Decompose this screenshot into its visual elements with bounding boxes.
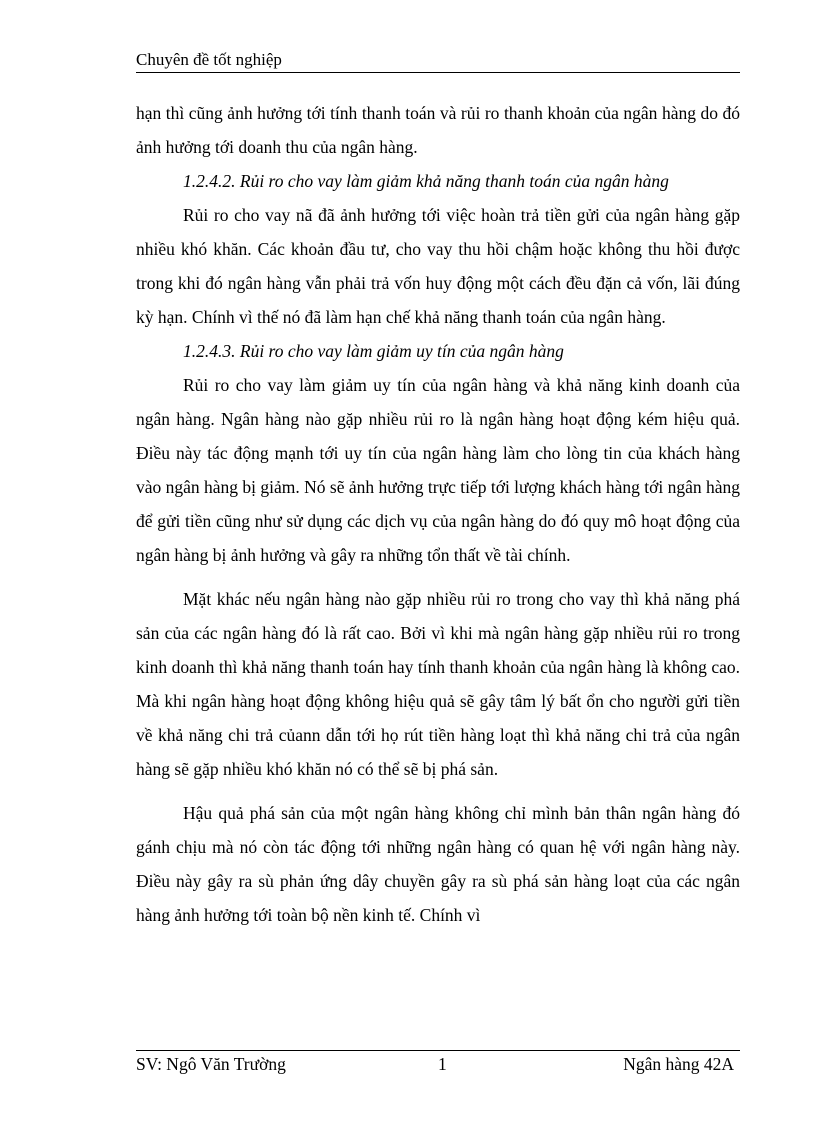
header-title: Chuyên đề tốt nghiệp <box>136 50 282 69</box>
paragraph-bankruptcy-consequences: Hậu quả phá sản của một ngân hàng không chỉ mình bản thân ngân hàng đó gánh chịu mà nó còn tác động tới những ngân hàng có quan hệ với ngân hàng này. Điều này gây ra sù phản ứng dây chuyền gây ra sù phá sản hàng loạt của các ngân hàng ảnh hưởng tới toàn bộ nền kinh tế. Chính vì <box>136 803 740 925</box>
document-body <box>136 96 740 932</box>
page-footer <box>136 1052 740 1076</box>
footer-class-name: Ngân hàng 42A <box>623 1054 734 1074</box>
paragraph-liquidity-risk: Rủi ro cho vay nã đã ảnh hưởng tới việc hoàn trả tiền gửi của ngân hàng gặp nhiều khó khăn. Các khoản đầu tư, cho vay thu hồi chậm hoặc không thu hồi được trong khi đó ngân hàng vẫn phải trả vốn huy động một cách đều đặn cả vốn, lãi đúng kỳ hạn. Chính vì thế nó đã làm hạn chế khả năng thanh toán của ngân hàng. <box>136 205 740 327</box>
paragraph-continuation: hạn thì cũng ảnh hưởng tới tính thanh toán và rủi ro thanh khoản của ngân hàng do đó ảnh hưởng tới doanh thu của ngân hàng. <box>136 103 740 157</box>
paragraph-bankruptcy-risk: Mặt khác nếu ngân hàng nào gặp nhiều rủi ro trong cho vay thì khả năng phá sản của các ngân hàng đó là rất cao. Bởi vì khi mà ngân hàng gặp nhiều rủi ro trong kinh doanh thì khả năng thanh toán hay tính thanh khoản của ngân hàng là không cao. Mà khi ngân hàng hoạt động không hiệu quả sẽ gây tâm lý bất ổn cho người gửi tiền về khả năng chi trả củann dẫn tới họ rút tiền hàng loạt thì khả năng chi trả của ngân hàng sẽ gặp nhiều khó khăn nó có thể sẽ bị phá sản. <box>136 589 740 779</box>
footer-student-name: SV: Ngô Văn Trường <box>136 1054 286 1074</box>
section-heading-1-2-4-2: 1.2.4.2. Rủi ro cho vay làm giảm khả năng thanh toán của ngân hàng <box>183 171 669 191</box>
footer-page-number: 1 <box>438 1054 447 1074</box>
footer-divider <box>136 1050 740 1051</box>
section-heading-1-2-4-3: 1.2.4.3. Rủi ro cho vay làm giảm uy tín của ngân hàng <box>183 341 564 361</box>
page-header <box>136 50 740 73</box>
paragraph-reputation-risk: Rủi ro cho vay làm giảm uy tín của ngân hàng và khả năng kinh doanh của ngân hàng. Ngân hàng nào gặp nhiều rủi ro là ngân hàng hoạt động kém hiệu quả. Điều này tác động mạnh tới uy tín của ngân hàng làm cho lòng tin của khách hàng vào ngân hàng bị giảm. Nó sẽ ảnh hưởng trực tiếp tới lượng khách hàng tới ngân hàng để gửi tiền cũng như sử dụng các dịch vụ của ngân hàng do đó quy mô hoạt động của ngân hàng bị ảnh hưởng và gây ra những tổn thất về tài chính. <box>136 375 740 565</box>
